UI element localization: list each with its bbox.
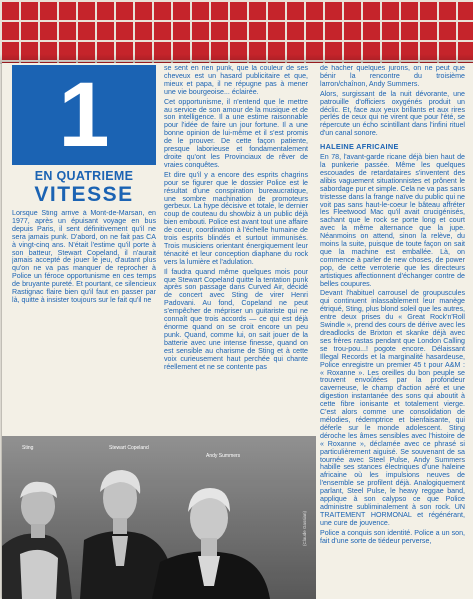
magazine-page	[2, 63, 473, 599]
paragraph: En 78, l'avant-garde ricane déjà bien haut de la punkerie passée. Même les quelques escouades de retardataires s'inventent des alibis vaguement situationnistes et prônent le sabordage pur et simple. Cela ne va pas sans tristesse dans la frange naïve du public qui ne voit pas sans haut-le-coeur le bâteau affréter les Fleetwood Mac qu'il avait crucigénisés, sachant que le rock se porte long et court avec la même alternance que la jupe. Néanmoins on attend, sinon la relève, du moins la suite, puisque de toute façon on sait que la machine est emballée. Là, on commence à parler de new choses, de power pop, de cette verroterie que les directeurs artistiques affectionnent d'échanger contre de belles coupures.	[320, 153, 465, 288]
chapter-number-box	[12, 65, 156, 165]
red-tile-background	[0, 0, 473, 64]
chapter-number: 1	[58, 64, 110, 166]
paragraph: Cet opportunisme, il n'entend que le mettre au service de son amour de la musique et de son intelligence. Il a une estime raisonnable pour l'idée de faire un jour fortune. Il a une bonne opinion de lui-même et il s'est promis de le prouver. De cette façon patiente, presque laborieuse et fondamentalement droite qu'ont les Provinciaux de rêver de vraies conquêtes.	[164, 97, 308, 169]
paragraph: Il faudra quand même quelques mois pour que Stewart Copeland quitte la tentation punk après son passage dans Curved Air, décidé de concert avec Sting de virer Henri Padovani. Au fond, Copeland ne peut s'empêcher de mépriser un guitariste qui ne connaît que trois accords — ce qui est déjà énorme quand on se croit encore un peu punk. Quand, comme lui, on sait jouer de la batterie avec une intense finesse, quand on est sensible au charisme de Sting et à cette voix curieusement haut perchée qui chante réellement et ne se contente pas	[164, 267, 308, 371]
paragraph: Lorsque Sting arrive à Mont-de-Marsan, en 1977, après un épuisant voyage en bus depuis Paris, il sent définitivement qu'il ne sera jamais punk. D'abord, on ne fait pas CA à vingt-cinq ans. N'était l'estime qu'il porte à son batteur, Stewart Copeland, il n'aurait jamais accepté de jouer le jeu, d'autant plus qu'on ne va pas manquer de reprocher à Police un féroce opportunisme en ces temps de bruyante pureté. Et pourtant, ce silencieux Rastignac flaire bien qu'il faut en passer par là, quitte à insister toujours sur le fait qu'il ne	[12, 210, 156, 304]
photo-credit: (Claude Gassian)	[302, 510, 307, 546]
photo-caption-andy: Andy Summers	[206, 453, 241, 459]
headline-line-1: EN QUATRIEME	[34, 169, 134, 183]
article-column-middle	[164, 65, 308, 435]
paragraph: Et dire qu'il y a encore des esprits chagrins pour se figurer que le dossier Police est le résultat d'une conspiration bureaucratique, une sombre machination de promoteurs gerbeux. La hype décisive et totale, le dernier coup de couteau du showbiz à un public déjà bien embouti. Police est avant tout une affaire de coeur, coordination à l'échelle humaine de trois esprits blindés et surtout immunisés. Trois musiciens orientant énergiquement leur ténacité et leur conception diaphane du rock vers la lumière et l'adulation.	[164, 170, 308, 266]
paragraph: Police a conquis son identité. Police a un son, fait d'une sorte de tiédeur perverse,	[320, 528, 465, 545]
section-subheading: HALEINE AFRICAINE	[320, 142, 399, 152]
photo-caption-stewart: Stewart Copeland	[109, 445, 149, 451]
paragraph: se sent en rien punk, que la couleur de ses cheveux est un hasard publicitaire et que, mieux et papa, il ne répugne pas à mener une vie bourgeoise... éclairée.	[164, 65, 308, 96]
paragraph: de hacher quelques jurons, on ne peut que bénir la rencontre du troisième larron/chaînon, Andy Summers.	[320, 65, 465, 88]
paragraph: Devant l'habituel carrousel de groupuscules qui continuent inlassablement leur manège étriqué, Sting, plus blond soleil que les autres, entre deux prises du « Great Rock'n'Roll Swindle », prend des cours de dérive avec les dreadlocks de Brixton et skanke déjà avec ses frères rastas pendant que London Calling se trou-pou...! pogote encore. Délaissant Illegal Records et la marginalité hasardeuse, Police enregistre un premier 45 t pour A&M : « Roxanne ». Les oreilles du bon peuple se trouvent envoûtées par la profondeur caverneuse, le champ d'action aéré et une digestion instantanée des sons qui aboutit à cette fibre ionisante et totalement vierge. C'est alors comme une consolidation de mélodies, rédemptrice et bienfaisante, qui déferle sur le monde adolescent. Sting déroche les âmes sensibles avec l'histoire de « Roxanne », déclamée avec ce phrasé si particulièrement aiguisé. Se souvenant de sa tournée avec Steel Pulse, Andy Summers habille ses stances électriques d'une haleine africaine où les impulsions neuves de l'ensemble se profilent déjà. Analogiquement parlant, Steel Pulse, le heavy reggae band, applique à son calypso ce que Police administre subliminalement à son rock. UN TRAITEMENT HORMONAL et régénérant, une cure de jouvence.	[320, 289, 465, 527]
band-photo	[2, 436, 316, 599]
headline	[12, 169, 156, 206]
article-column-left	[12, 210, 156, 435]
article-column-right	[320, 65, 465, 595]
photo-caption-sting: Sting	[22, 445, 34, 451]
paragraph: Alors, surgissant de la nuit dévorante, une patrouille d'officiers oxygénés produit un déclic. Et, face aux yeux brillants et aux rires perlés de ceux qui ne virent que pour l'été, se répercute un écho scintillant dans l'infini rituel d'un canal sonore.	[320, 89, 465, 138]
band-photo-illustration	[2, 436, 316, 599]
headline-line-2: VITESSE	[34, 183, 134, 206]
